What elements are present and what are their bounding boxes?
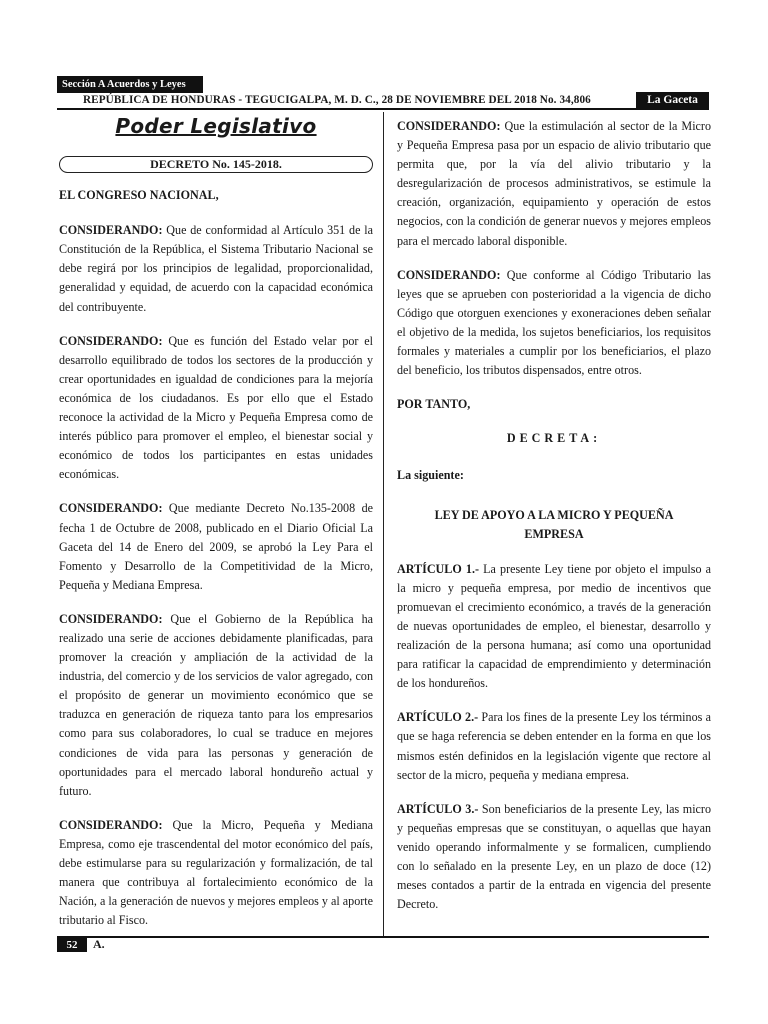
paragraph-text: Que la estimulación al sector de la Micro y Pequeña Empresa pasa por un espacio de alivio tributario que permita que, por la vía del alivio tributario y la desregularización de procesos administrativos, se estimule la creación, organización, equipamiento y operación de estos negocios, con la condición de generar nuevos y mejores empleos para el mercado laboral disponible. bbox=[397, 119, 711, 248]
right-column bbox=[397, 117, 711, 929]
article-label: ARTÍCULO 3.- bbox=[397, 801, 479, 816]
paragraph-label: CONSIDERANDO: bbox=[59, 501, 163, 516]
paragraph-label: CONSIDERANDO: bbox=[59, 223, 163, 238]
considerando-paragraph bbox=[59, 221, 373, 316]
column-divider bbox=[383, 112, 384, 938]
congress-heading: EL CONGRESO NACIONAL, bbox=[59, 188, 219, 203]
paragraph-text: Que el Gobierno de la República ha realizado una serie de acciones debidamente planificadas, para promover la creación y ampliación de la actividad de la industria, del comercio y de los servicios de valor agregado, con el propósito de generar un movimiento económico que se traduzca en generación de riqueza tanto para los empresarios como para sus colaboradores, lo cual se traduce en mejores condiciones de vida para las personas y generación de oportunidades para el mercado laboral hondureño actual y futuro. bbox=[59, 611, 373, 798]
article-label: ARTÍCULO 2.- bbox=[397, 710, 479, 725]
issue-header bbox=[57, 93, 709, 110]
considerando-paragraph bbox=[397, 266, 711, 381]
decreta-heading: DECRETA: bbox=[506, 431, 602, 446]
considerando-paragraph bbox=[59, 332, 373, 485]
article-paragraph bbox=[397, 560, 711, 694]
page-number: 52 bbox=[57, 938, 87, 952]
paragraph-label: CONSIDERANDO: bbox=[397, 119, 501, 133]
paragraph-label: CONSIDERANDO: bbox=[59, 611, 163, 626]
page-suffix: A. bbox=[93, 937, 105, 951]
article-text: Son beneficiarios de la presente Ley, las micro y pequeñas empresas que se constituyan, o aquellas que hayan venido operando informalmente y se formalicen, cumpliendo con lo señalado en la presente Ley, en un plazo de doce (12) meses contados a partir de la entrada en vigencia del presente Decreto. bbox=[397, 801, 711, 912]
siguiente-heading: La siguiente: bbox=[397, 468, 464, 483]
paragraph-text: Que mediante Decreto No.135-2008 de fecha 1 de Octubre de 2008, publicado en el Diario Oficial La Gaceta del 14 de Enero del 2009, se aprobó la Ley Para el Fomento y Desarrollo de la Competitividad de la Micro, Pequeña y Mediana Empresa. bbox=[59, 501, 373, 592]
section-label: Sección A Acuerdos y Leyes bbox=[57, 76, 203, 93]
paragraph-label: CONSIDERANDO: bbox=[59, 333, 163, 348]
considerando-paragraph bbox=[397, 117, 711, 251]
left-column bbox=[59, 114, 373, 945]
considerando-paragraph bbox=[59, 816, 373, 931]
paragraph-text: Que conforme al Código Tributario las leyes que se aprueben con posterioridad a la vigencia de dicho Código que otorguen exenciones y exoneraciones deben señalar el objetivo de la medida, los sujetos beneficiarios, los requisitos formales y materiales a cumplir por los beneficiarios, el plazo del beneficio, los tributos dispensados, entre otros. bbox=[397, 267, 711, 378]
footer-rule bbox=[57, 936, 709, 938]
paragraph-text: Que la Micro, Pequeña y Mediana Empresa, como eje trascendental del motor económico del país, debe estimularse para su regularización y formalización, de tal manera que contribuya al fortalecimiento económico de la Nación, a la generación de nuevos y mejores empleos y al aporte tributario al Fisco. bbox=[59, 817, 373, 928]
paragraph-label: CONSIDERANDO: bbox=[59, 817, 163, 832]
por-tanto-heading: POR TANTO, bbox=[397, 397, 471, 412]
paragraph-text: Que es función del Estado velar por el desarrollo equilibrado de todos los sectores de la producción y crear oportunidades en igualdad de condiciones para la mejoría económica de los ciudadanos. Es por ello que el Estado reconoce la actividad de la Micro y Pequeña Empresa como de interés público para promover el empleo, el bienestar social y económico de todos los participantes en estas unidades económicas. bbox=[59, 333, 373, 482]
paragraph-label: CONSIDERANDO: bbox=[397, 267, 501, 282]
paragraph-text: Que de conformidad al Artículo 351 de la Constitución de la República, el Sistema Tributario Nacional se debe regirá por los principios de legalidad, proporcionalidad, generalidad y equidad, de acuerdo con la capacidad económica del contribuyente. bbox=[59, 223, 373, 314]
article-paragraph bbox=[397, 800, 711, 915]
publication-name: La Gaceta bbox=[636, 92, 709, 109]
article-label: ARTÍCULO 1.- bbox=[397, 561, 479, 576]
considerando-paragraph bbox=[59, 610, 373, 801]
issue-line: REPÚBLICA DE HONDURAS - TEGUCIGALPA, M. D. C., 28 DE NOVIEMBRE DEL 2018 No. 34,806 bbox=[83, 94, 591, 106]
branch-title: Poder Legislativo bbox=[115, 114, 317, 138]
law-title: LEY DE APOYO A LA MICRO Y PEQUEÑA EMPRESA bbox=[434, 507, 674, 541]
decree-label: DECRETO No. 145-2018. bbox=[59, 156, 373, 173]
article-text: La presente Ley tiene por objeto el impulso a la micro y pequeña empresa, por medio de incentivos que promuevan el crecimiento económico, a través de la generación de nuevas oportunidades de empleo, el bienestar, desarrollo y realización de la persona humana; así como una oportunidad para ratificar la capacidad de emprendimiento y determinación de los hondureños. bbox=[397, 561, 711, 691]
article-paragraph bbox=[397, 708, 711, 784]
article-text: Para los fines de la presente Ley los términos a que se haga referencia se deben entender en la forma en que los mismos estén definidos en la legislación vigente que rectore al sector de la micro, pequeña y mediana empresa. bbox=[397, 710, 711, 782]
considerando-paragraph bbox=[59, 499, 373, 594]
